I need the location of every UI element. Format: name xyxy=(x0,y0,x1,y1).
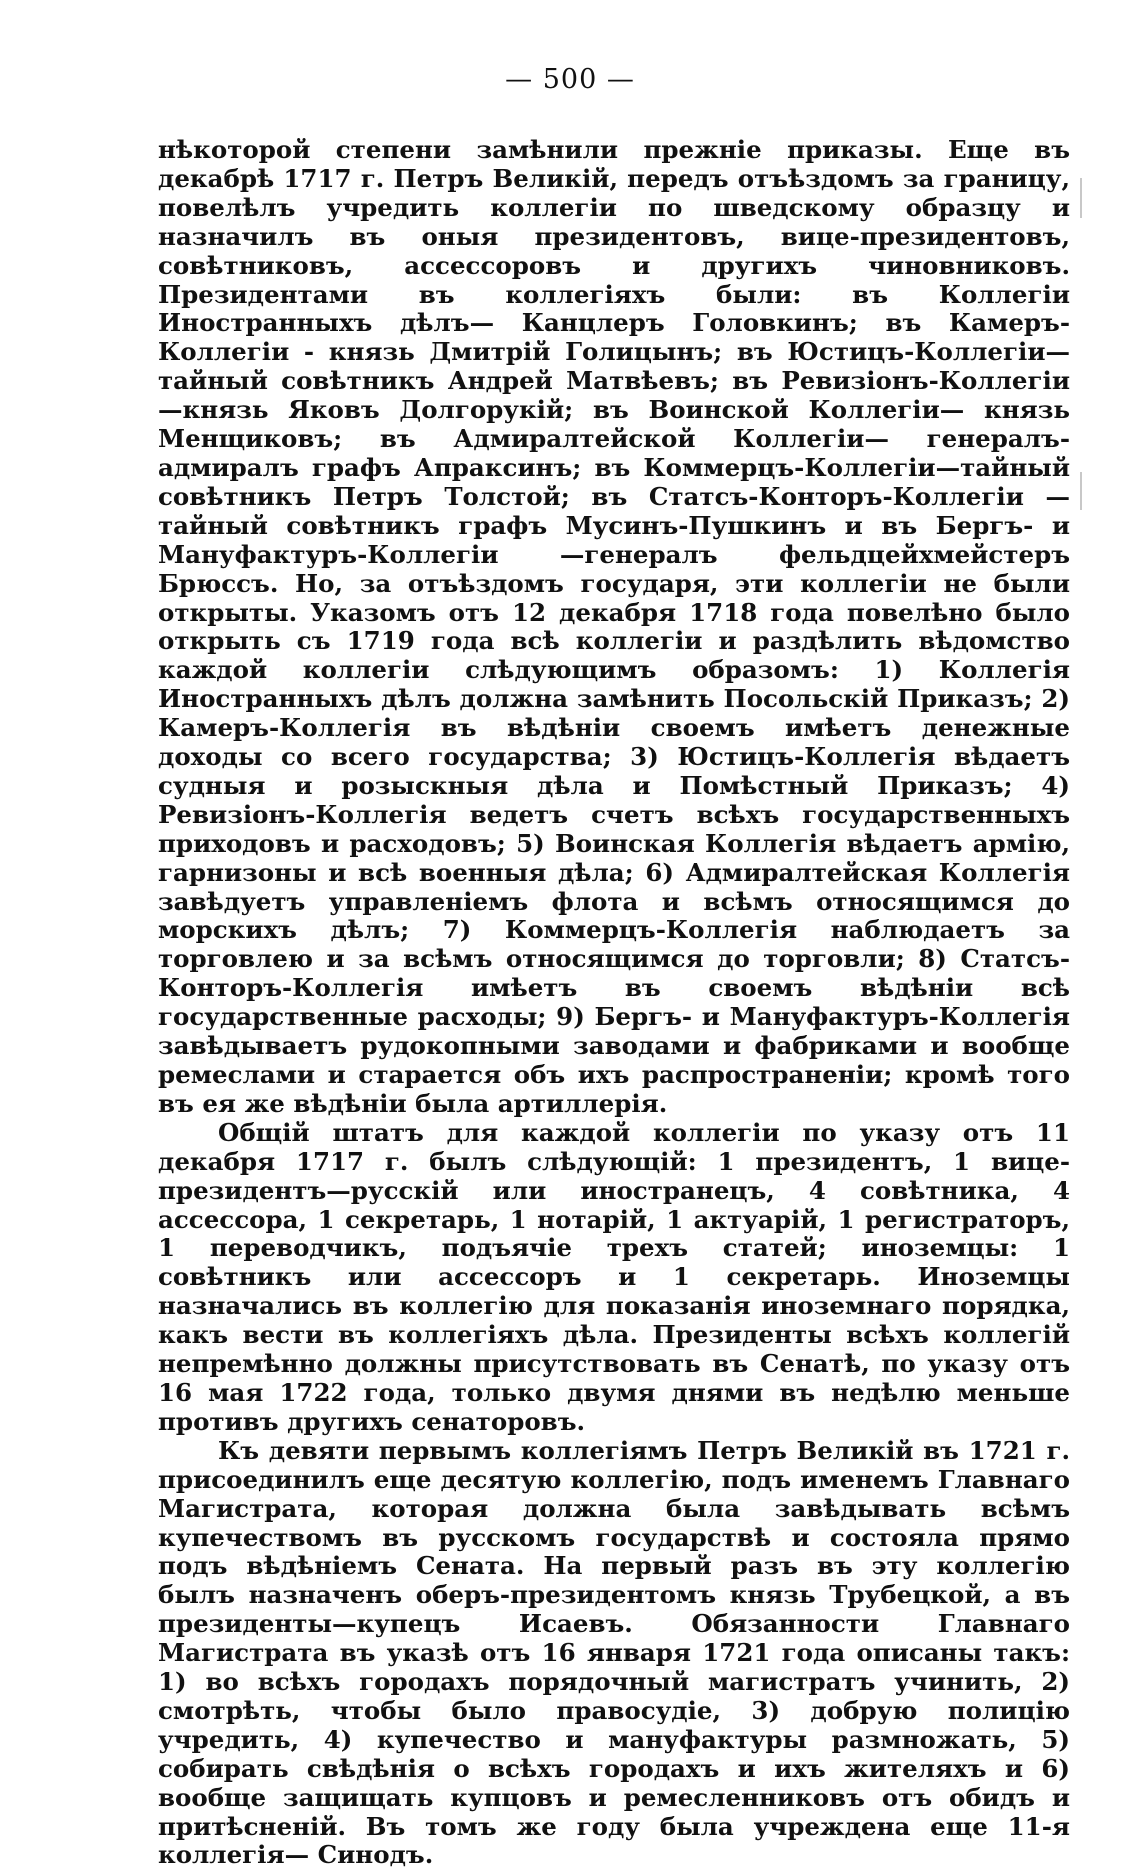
paragraph-college-staff: Общій штатъ для каждой коллегіи по указу отъ 11 декабря 1717 г. былъ слѣдующій: 1 президентъ, 1 вице-президентъ—русскій или иностранецъ, 4 совѣтника, 4 ассессора, 1 секретарь, 1 нотарій, 1 актуарій, 1 регистраторъ, 1 переводчикъ, подъячіе трехъ статей; иноземцы: 1 совѣтникъ или ассессоръ и 1 секретарь. Иноземцы назначались въ коллегію для показанія иноземнаго порядка, какъ вести въ коллегіяхъ дѣла. Президенты всѣхъ коллегій непремѣнно должны присутствовать въ Сенатѣ, по указу отъ 16 мая 1722 года, только двумя днями въ недѣлю меньше противъ другихъ сенаторовъ. xyxy=(158,1117,1070,1436)
paragraph-colleges-presidents: нѣкоторой степени замѣнили прежніе приказы. Еще въ декабрѣ 1717 г. Петръ Великій, передъ отъѣздомъ за границу, повелѣлъ учредить коллегіи по шведскому образцу и назначилъ въ оныя президентовъ, вице-президентовъ, совѣтниковъ, ассессоровъ и другихъ чиновниковъ. Президентами въ коллегіяхъ были: въ Коллегіи Иностранныхъ дѣлъ— Канцлеръ Головкинъ; въ Камеръ-Коллегіи - князь Дмитрій Голицынъ; въ Юстицъ-Коллегіи—тайный совѣтникъ Андрей Матвѣевъ; въ Ревизіонъ-Коллегіи—князь Яковъ Долгорукій; въ Воинской Коллегіи— князь Менщиковъ; въ Адмиралтейской Коллегіи— генералъ-адмиралъ графъ Апраксинъ; въ Коммерцъ-Коллегіи—тайный совѣтникъ Петръ Толстой; въ Статсъ-Конторъ-Коллегіи — тайный совѣтникъ графъ Мусинъ-Пушкинъ и въ Бергъ- и Мануфактуръ-Коллегіи —генералъ фельдцейхмейстеръ Брюссъ. Но, за отъѣздомъ государя, эти коллегіи не были открыты. Указомъ отъ 12 декабря 1718 года повелѣно было открыть съ 1719 года всѣ коллегіи и раздѣлить вѣдомство каждой коллегіи слѣдующимъ образомъ: 1) Коллегія Иностранныхъ дѣлъ должна замѣнить Посольскій Приказъ; 2) Камеръ-Коллегія въ вѣдѣніи своемъ имѣетъ денежные доходы со всего государства; 3) Юстицъ-Коллегія вѣдаетъ судныя и розыскныя дѣла и Помѣстный Приказъ; 4) Ревизіонъ-Коллегія ведетъ счетъ всѣхъ государственныхъ приходовъ и расходовъ; 5) Воинская Коллегія вѣдаетъ армію, гарнизоны и всѣ военныя дѣла; 6) Адмиралтейская Коллегія завѣдуетъ управленіемъ флота и всѣмъ относящимся до морскихъ дѣлъ; 7) Коммерцъ-Коллегія наблюдаетъ за торговлею и за всѣмъ относящимся до торговли; 8) Статсъ-Конторъ-Коллегія имѣетъ въ своемъ вѣдѣніи всѣ государственные расходы; 9) Бергъ- и Мануфактуръ-Коллегія завѣдываетъ рудокопными заводами и фабриками и вообще ремеслами и старается объ ихъ распространеніи; кромѣ того въ ея же вѣдѣніи была артиллерія. xyxy=(158,135,1070,1118)
scan-artifact-line xyxy=(1080,178,1082,218)
page-number: — 500 — xyxy=(505,64,635,95)
paragraph-main-magistrate: Къ девяти первымъ коллегіямъ Петръ Великій въ 1721 г. присоединилъ еще десятую коллегію, подъ именемъ Главнаго Магистрата, которая должна была завѣдывать всѣмъ купечествомъ въ русскомъ государствѣ и состояла прямо подъ вѣдѣніемъ Сената. На первый разъ въ эту коллегію былъ назначенъ оберъ-президентомъ князь Трубецкой, а въ президенты—купецъ Исаевъ. Обязанности Главнаго Магистрата въ указѣ отъ 16 января 1721 года описаны такъ: 1) во всѣхъ городахъ порядочный магистратъ учинить, 2) смотрѣть, чтобы было правосудіе, 3) добрую полицію учредить, 4) купечество и мануфактуры размножать, 5) собирать свѣдѣнія о всѣхъ городахъ и ихъ жителяхъ и 6) вообще защищать купцовъ и ремесленниковъ отъ обидъ и притѣсненій. Въ томъ же году была учреждена еще 11-я коллегія— Синодъ. xyxy=(158,1435,1070,1870)
page-body xyxy=(158,136,1070,1870)
scan-artifact-line xyxy=(1080,472,1082,510)
